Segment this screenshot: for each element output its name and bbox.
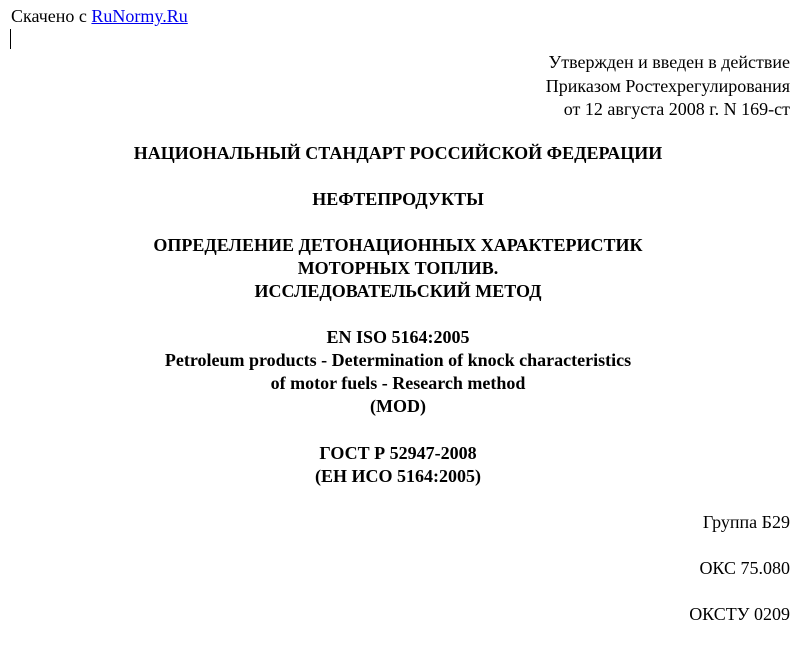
runormy-link[interactable]: RuNormy.Ru bbox=[91, 6, 188, 26]
title-line: МОТОРНЫХ ТОПЛИВ. bbox=[297, 258, 499, 278]
okstu-code: ОКСТУ 0209 bbox=[689, 604, 790, 624]
text-cursor bbox=[10, 29, 11, 49]
english-title-line: (MOD) bbox=[370, 396, 426, 416]
gost-line: ГОСТ Р 52947-2008 bbox=[319, 443, 477, 463]
english-title-block bbox=[0, 326, 796, 418]
approval-line: Утвержден и введен в действие bbox=[548, 52, 790, 72]
national-standard-title: НАЦИОНАЛЬНЫЙ СТАНДАРТ РОССИЙСКОЙ ФЕДЕРАЦИИ bbox=[133, 143, 663, 163]
approval-line: Приказом Ростехрегулирования bbox=[545, 75, 790, 96]
download-source-line bbox=[11, 5, 188, 28]
title-line: ИССЛЕДОВАТЕЛЬСКИЙ МЕТОД bbox=[254, 281, 542, 301]
english-title-line: Petroleum products - Determination of knock characteristics bbox=[164, 350, 632, 370]
group-code: Группа Б29 bbox=[702, 512, 790, 532]
download-prefix: Скачено с bbox=[11, 6, 92, 26]
title-line: ОПРЕДЕЛЕНИЕ ДЕТОНАЦИОННЫХ ХАРАКТЕРИСТИК bbox=[153, 235, 643, 255]
petroleum-title: НЕФТЕПРОДУКТЫ bbox=[312, 189, 484, 209]
english-title-line: of motor fuels - Research method bbox=[270, 373, 526, 393]
petroleum-heading bbox=[0, 188, 796, 211]
gost-number-block bbox=[0, 442, 796, 488]
gost-line: (ЕН ИСО 5164:2005) bbox=[315, 466, 481, 486]
approval-line: от 12 августа 2008 г. N 169-ст bbox=[563, 99, 790, 119]
national-standard-heading bbox=[0, 142, 796, 165]
approval-block bbox=[546, 51, 790, 122]
oks-code: ОКС 75.080 bbox=[699, 558, 790, 578]
document-title bbox=[0, 234, 796, 303]
english-title-line: EN ISO 5164:2005 bbox=[326, 327, 470, 347]
